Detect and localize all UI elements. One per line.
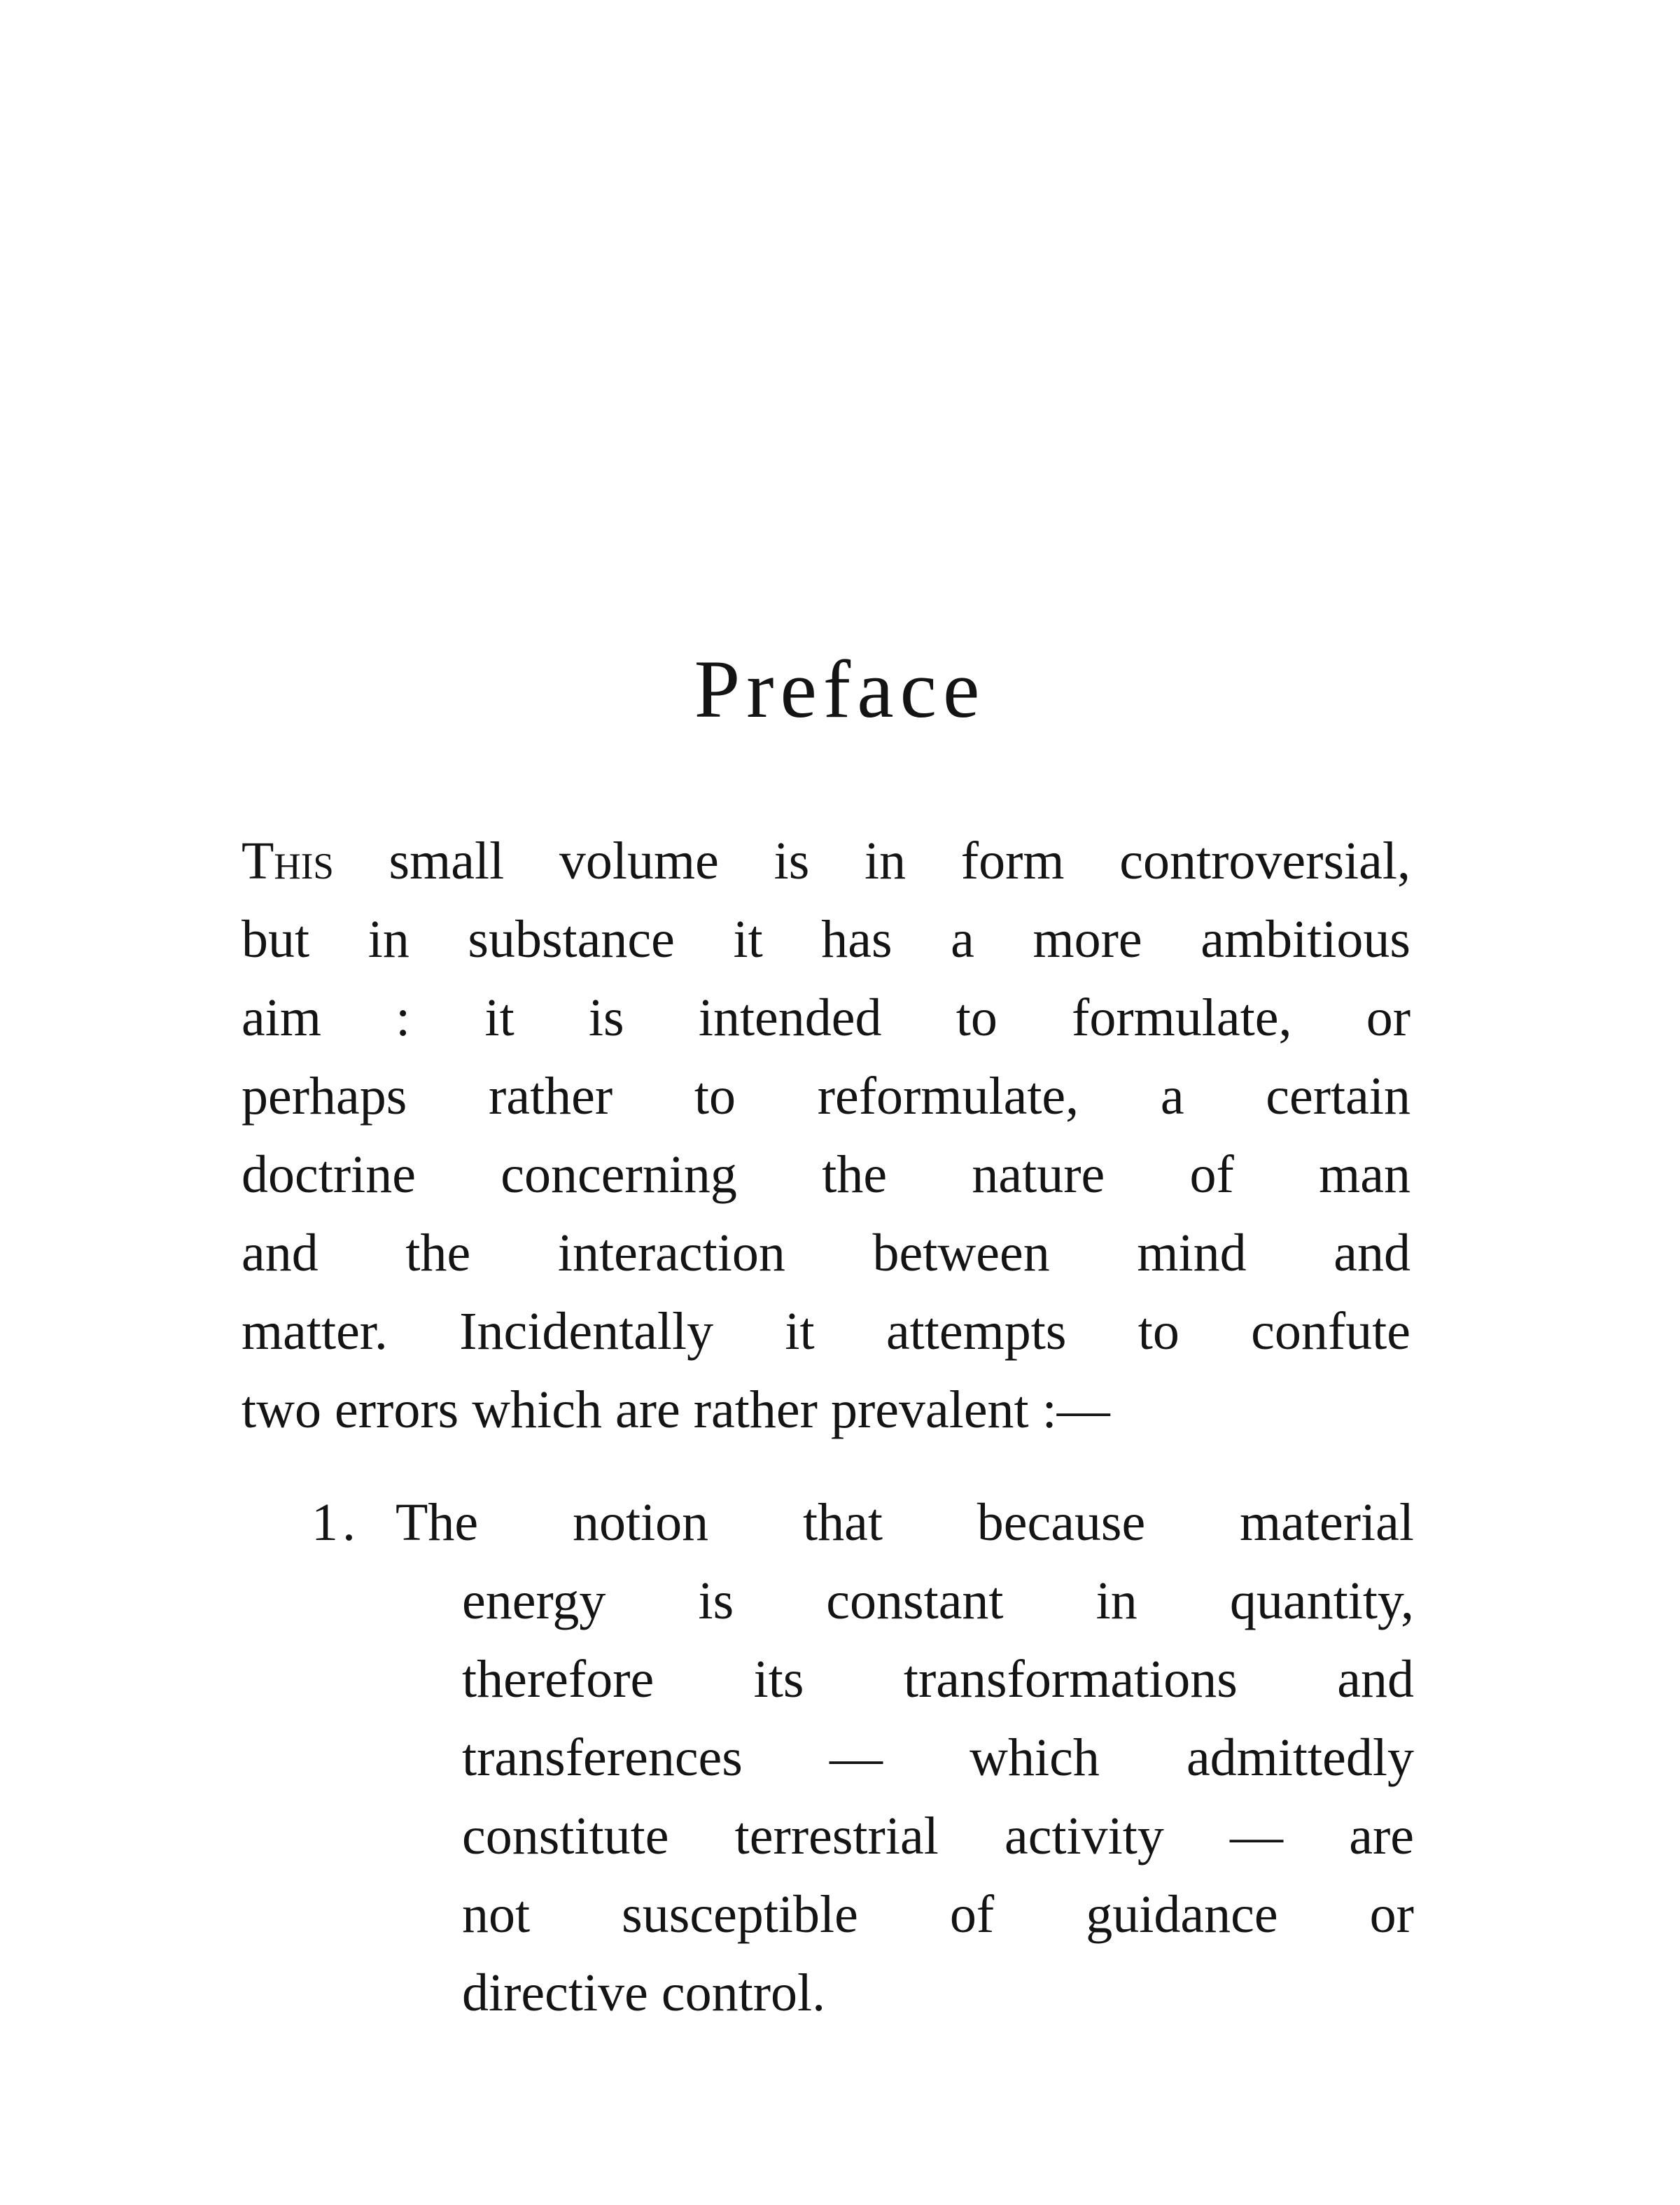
paragraph-line: but in substance it has a more ambitious xyxy=(241,910,1410,969)
list-item-number: 1. xyxy=(312,1493,360,1552)
list-item-continuation-line: constitute terrestrial activity — are xyxy=(462,1807,1414,1865)
paragraph-line-text: small volume is in form controversial, xyxy=(333,832,1410,890)
paragraph-line: two errors which are rather prevalent :— xyxy=(241,1380,1110,1439)
paragraph-line: doctrine concerning the nature of man xyxy=(241,1145,1410,1204)
paragraph-line: matter. Incidentally it attempts to confute xyxy=(241,1302,1410,1361)
paragraph-line: perhaps rather to reformulate, a certain xyxy=(241,1067,1410,1126)
list-item-continuation-line: directive control. xyxy=(462,1963,826,2022)
list-item-continuation-line: not susceptible of guidance or xyxy=(462,1885,1414,1944)
list-item-text: The notion that because material xyxy=(396,1493,1414,1552)
page-title: Preface xyxy=(694,643,986,735)
list-item-continuation-line: transferences — which admittedly xyxy=(462,1728,1414,1787)
paragraph-line xyxy=(241,826,1410,896)
paragraph-line: and the interaction between mind and xyxy=(241,1224,1410,1282)
list-item-continuation-line: energy is constant in quantity, xyxy=(462,1572,1414,1630)
small-caps-opening-word: This xyxy=(241,832,334,890)
list-item-continuation-line: therefore its transformations and xyxy=(462,1650,1414,1709)
paragraph-line: aim : it is intended to formulate, or xyxy=(241,988,1410,1047)
list-item-first-line xyxy=(312,1488,1414,1558)
